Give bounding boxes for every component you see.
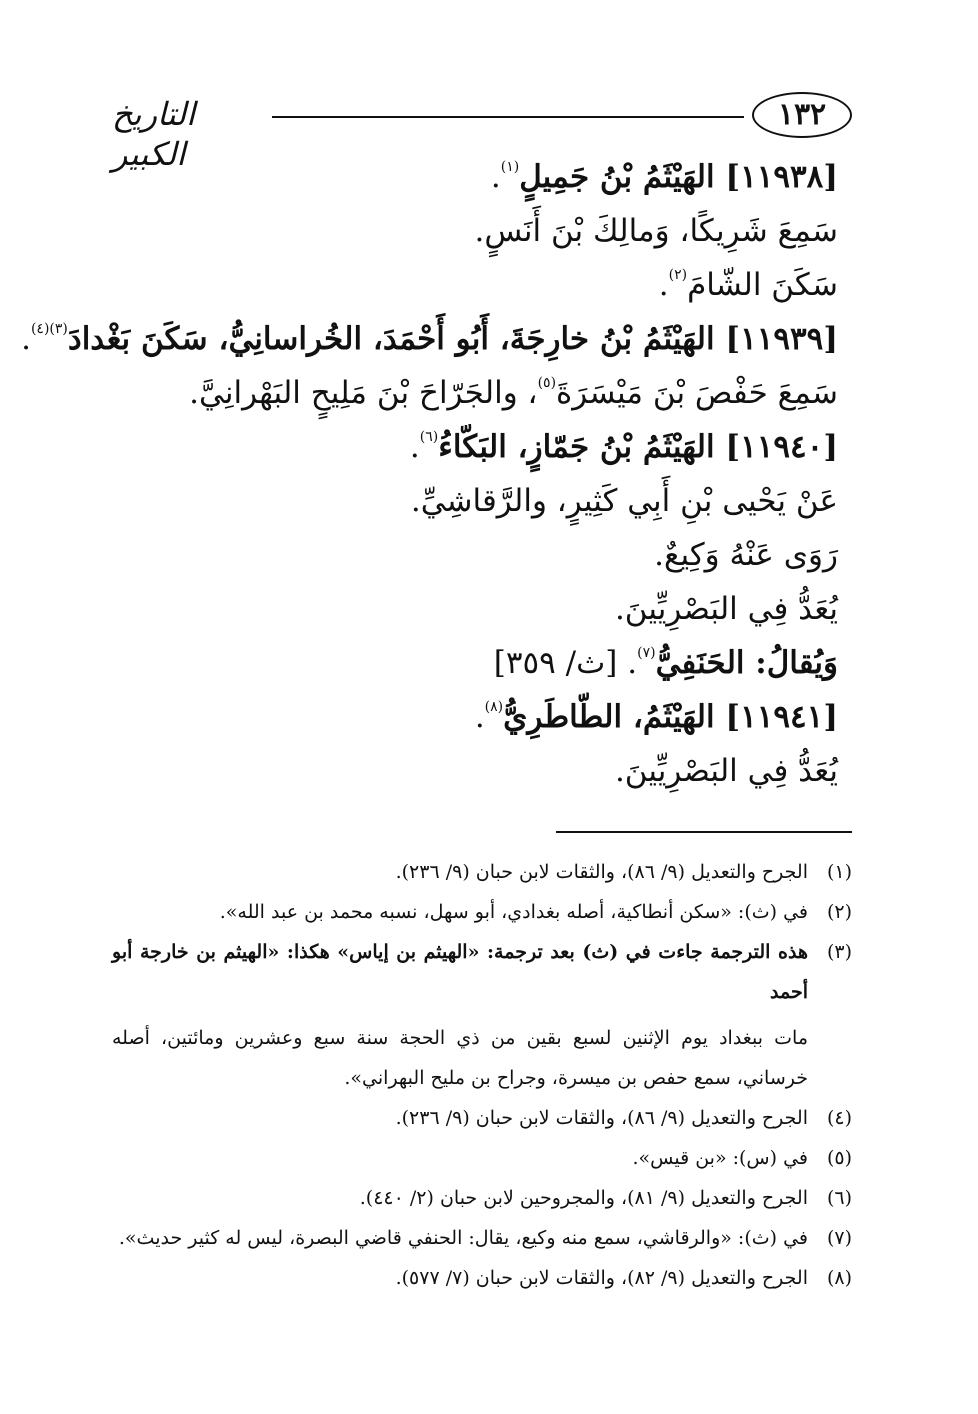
footnote-mark: (٣)(٤)	[30, 321, 68, 337]
footnote	[112, 1098, 852, 1138]
footnote-continuation: مات ببغداد يوم الإثنين لسبع بقين من ذي الحجة سنة سبع وعشرين ومائتين، أصله خرساني، سمع حفص بن ميسرة، وجراح بن مليح البهراني».	[112, 1027, 808, 1089]
entry-text: يُعَدُّ فِي البَصْرِيِّينَ.	[614, 591, 838, 627]
footnote-number: (١)	[826, 861, 852, 883]
footnote-mark: (٦)	[419, 429, 439, 445]
entry-text: ، والجَرّاحَ بْنَ مَلِيحٍ البَهْرانِيَّ.	[189, 375, 538, 411]
entry-text: رَوَى عَنْهُ وَكِيعٌ.	[654, 537, 838, 573]
entry-line	[118, 528, 838, 582]
page-header	[112, 92, 852, 173]
footnote-text: في (س): «بن قيس».	[632, 1147, 808, 1169]
main-text	[21, 150, 838, 798]
footnote-text: في (ث): «والرقاشي، سمع منه وكيع، يقال: الحنفي قاضي البصرة، ليس له كثير حديث».	[118, 1227, 808, 1249]
footnote-mark: (١)	[500, 159, 520, 175]
footnote	[112, 1258, 852, 1298]
footnote-text: الجرح والتعديل (٩/ ٨١)، والمجروحين لابن حبان (٢/ ٤٤٠).	[359, 1187, 808, 1209]
entry-label: [١١٩٣٨] الهَيْثَمُ بْنُ جَمِيلٍ	[519, 159, 838, 195]
footnote-text: في (ث): «سكن أنطاكية، أصله بغدادي، أبو سهل، نسبه محمد بن عبد الله».	[219, 901, 808, 923]
entry-text: .	[658, 267, 669, 303]
entry-label: [١١٩٣٩] الهَيْثَمُ بْنُ خارِجَةَ، أَبُو أَحْمَدَ، الخُراسانِيُّ، سَكَنَ بَغْدادَ	[67, 321, 838, 357]
footnote-number: (٤)	[826, 1107, 852, 1129]
entry-line	[118, 420, 838, 474]
footnote-number: (٣)	[826, 941, 852, 963]
entry-line	[21, 312, 838, 366]
page-number: ١٣٢	[752, 92, 852, 138]
entry-label: [١١٩٤١] الهَيْثَمُ، الطّاطَرِيُّ	[503, 699, 838, 735]
entry-text: .	[490, 159, 501, 195]
footnote	[112, 1138, 852, 1178]
footnote	[112, 1178, 852, 1218]
header-rule	[272, 116, 744, 118]
footnote-text: هذه الترجمة جاءت في (ث) بعد ترجمة: «الهيثم بن إياس» هكذا: «الهيثم بن خارجة أبو أحمد	[112, 941, 808, 1003]
entry-text: عَنْ يَحْيى بْنِ أَبِي كَثِيرٍ، والرَّقاشِيِّ.	[410, 483, 838, 519]
footnote-number: (٥)	[826, 1147, 852, 1169]
entry-line	[118, 744, 838, 798]
entry-line	[118, 690, 838, 744]
entry-line	[118, 474, 838, 528]
footnotes	[112, 852, 852, 1298]
entry-text: سَمِعَ حَفْصَ بْنَ مَيْسَرَةَ	[556, 375, 838, 411]
footnote-divider	[556, 831, 852, 833]
entry-text: . [ث/ ٣٥٩]	[493, 645, 638, 681]
entry-text: يُعَدُّ فِي البَصْرِيِّينَ.	[614, 753, 838, 789]
footnote-number: (٢)	[826, 901, 852, 923]
footnote-number: (٦)	[826, 1187, 852, 1209]
entry-line	[118, 582, 838, 636]
entry-line	[118, 258, 838, 312]
footnote-mark: (٢)	[668, 267, 688, 283]
entry-text: .	[409, 429, 420, 465]
entry-text: سَكَنَ الشّامَ	[687, 267, 838, 303]
footnote-text: الجرح والتعديل (٩/ ٨٦)، والثقات لابن حبان (٩/ ٢٣٦).	[395, 1107, 808, 1129]
entry-line	[118, 366, 838, 420]
footnote-mark: (٥)	[537, 375, 557, 391]
entry-text: .	[474, 699, 485, 735]
footnote-number: (٧)	[826, 1227, 852, 1249]
entry-line	[118, 636, 838, 690]
entry-line	[118, 150, 838, 204]
entry-line	[118, 204, 838, 258]
entry-label: [١١٩٤٠] الهَيْثَمُ بْنُ جَمّازٍ، البَكّاءُ	[438, 429, 838, 465]
footnote	[112, 852, 852, 892]
entry-text: .	[21, 321, 31, 357]
footnote-text: الجرح والتعديل (٩/ ٨٦)، والثقات لابن حبان (٩/ ٢٣٦).	[395, 861, 808, 883]
entry-label: وَيُقالُ: الحَنَفِيُّ	[655, 645, 838, 681]
footnote-mark: (٧)	[637, 645, 656, 661]
book-title: التاريخ الكبير	[112, 95, 196, 173]
entry-text: سَمِعَ شَرِيكًا، وَمالِكَ بْنَ أَنَسٍ.	[474, 213, 838, 249]
footnote	[112, 1218, 852, 1258]
footnote-text: الجرح والتعديل (٩/ ٨٢)، والثقات لابن حبان (٧/ ٥٧٧).	[395, 1267, 808, 1289]
footnote	[112, 932, 852, 1012]
footnote-number: (٨)	[826, 1267, 852, 1289]
footnote-mark: (٨)	[484, 699, 504, 715]
footnote	[112, 892, 852, 932]
